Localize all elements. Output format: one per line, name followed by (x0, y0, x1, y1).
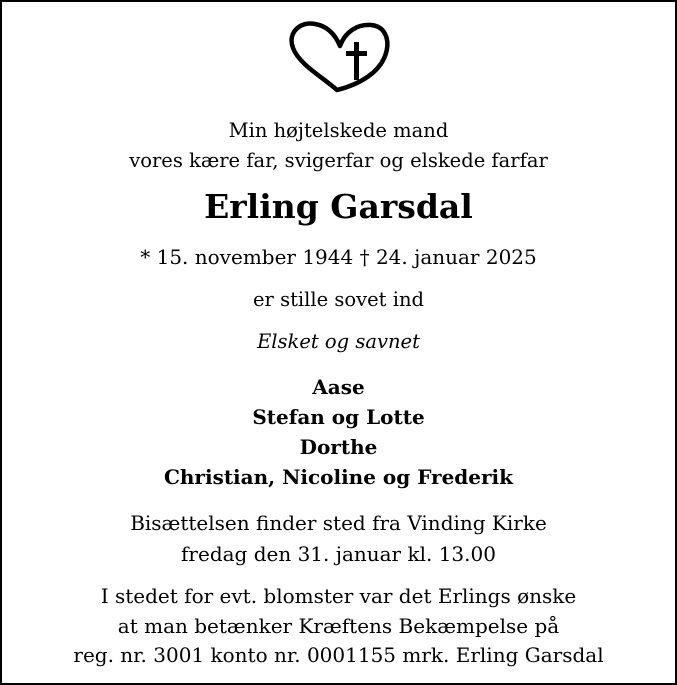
funeral-details (2, 508, 675, 570)
family-member: Dorthe (299, 435, 378, 459)
passing-text: er stille sovet ind (253, 288, 424, 311)
deceased-name: Erling Garsdal (204, 187, 473, 226)
heart-with-cross-icon (287, 18, 393, 96)
family-member: Stefan og Lotte (252, 405, 425, 429)
funeral-line-2: fredag den 31. januar kl. 13.00 (181, 542, 496, 566)
life-dates: * 15. november 1944 † 24. januar 2025 (140, 245, 537, 269)
donation-line-1: I stedet for evt. blomster var det Erlings ønske (100, 584, 577, 608)
donation-line-3: reg. nr. 3001 konto nr. 0001155 mrk. Erling Garsdal (73, 643, 604, 667)
tribute-text: Elsket og savnet (257, 330, 420, 353)
intro-text (2, 116, 675, 176)
intro-line-2: vores kære far, svigerfar og elskede farfar (129, 149, 548, 172)
family-member: Christian, Nicoline og Frederik (163, 465, 514, 489)
funeral-line-1: Bisættelsen finder sted fra Vinding Kirke (130, 511, 547, 535)
donation-request (2, 582, 675, 671)
family-member: Aase (312, 375, 365, 399)
intro-line-1: Min højtelskede mand (228, 119, 449, 142)
donation-line-2: at man betænker Kræftens Bekæmpelse på (117, 613, 560, 638)
family-signatures (2, 372, 675, 492)
